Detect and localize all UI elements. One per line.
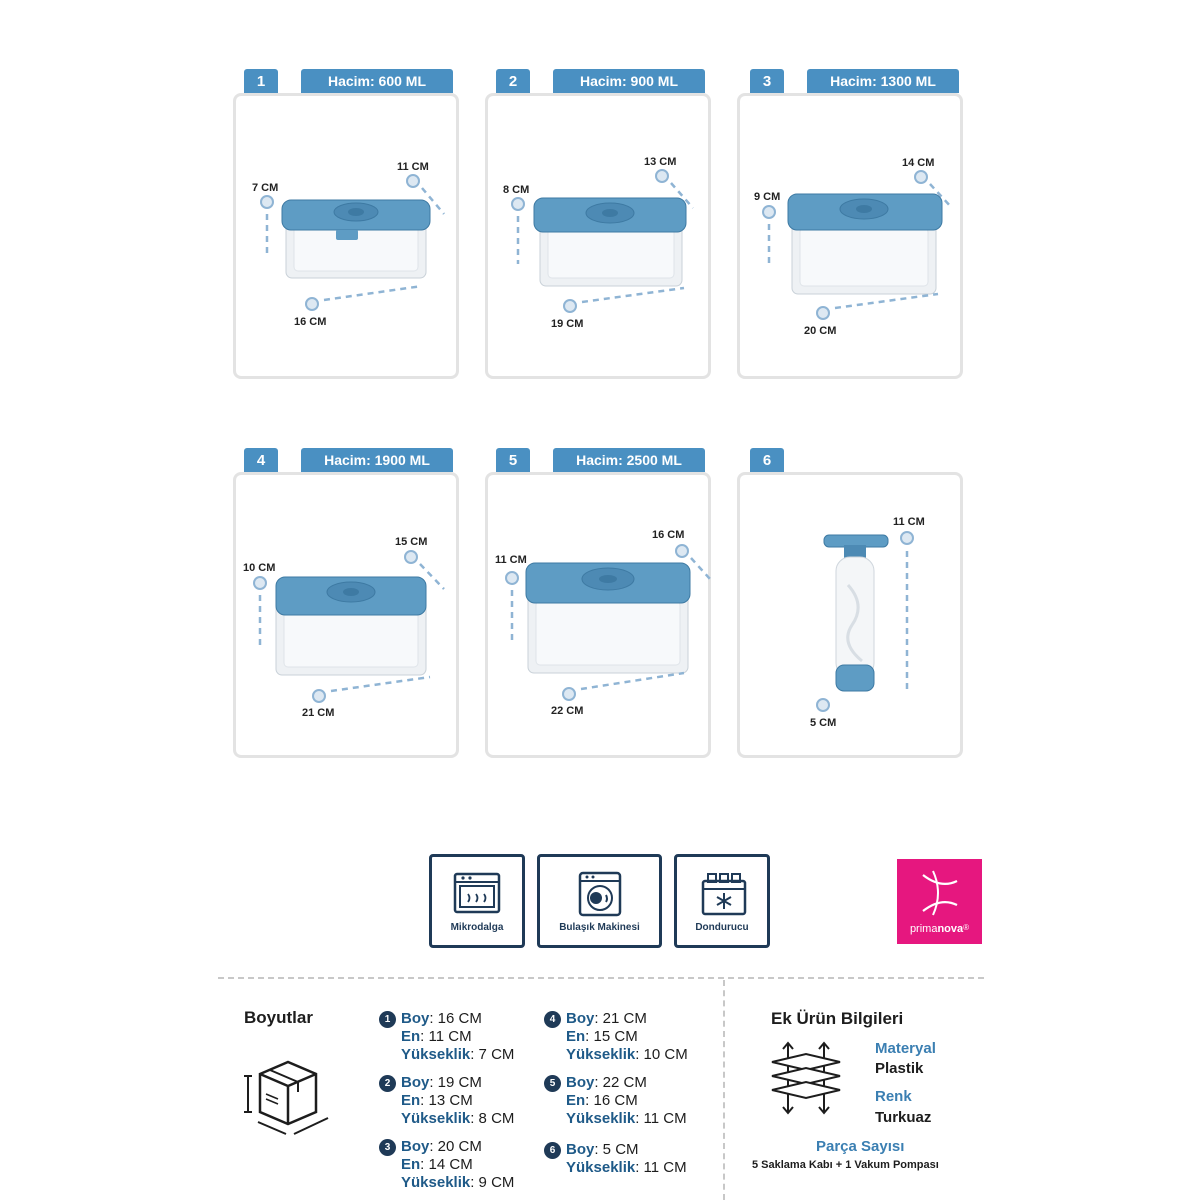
spec-group-2: 2 Boy: 19 CM En: 13 CM Yükseklik: 8 CM <box>401 1074 514 1128</box>
width-label: 14 CM <box>902 157 935 169</box>
spec-number: 3 <box>379 1139 396 1156</box>
width-label: 11 CM <box>397 161 429 173</box>
dishwasher-icon <box>576 871 624 917</box>
microwave-icon <box>453 871 501 915</box>
feature-label: Bulaşık Makinesi <box>559 922 640 933</box>
product-card-1[interactable] <box>233 93 459 379</box>
feature-label: Mikrodalga <box>450 922 504 933</box>
container-illustration <box>488 475 714 761</box>
column-divider <box>723 980 725 1200</box>
volume-label: Hacim: 1300 ML <box>807 69 959 93</box>
length-label: 21 CM <box>302 707 335 719</box>
height-label: 11 CM <box>893 516 925 528</box>
card-number: 5 <box>496 448 530 472</box>
box-dimensions-icon <box>240 1058 340 1138</box>
brand-name: primanova® <box>909 923 970 935</box>
product-card-3[interactable] <box>737 93 963 379</box>
feature-dishwasher <box>537 854 662 948</box>
feature-freezer <box>674 854 770 948</box>
parts-value: 5 Saklama Kabı + 1 Vakum Pompası <box>752 1159 939 1171</box>
length-label: 19 CM <box>551 318 584 330</box>
spec-group-5: 5 Boy: 22 CM En: 16 CM Yükseklik: 11 CM <box>566 1074 687 1128</box>
spec-group-4: 4 Boy: 21 CM En: 15 CM Yükseklik: 10 CM <box>566 1010 688 1064</box>
material-label: Materyal <box>875 1040 936 1057</box>
volume-label: Hacim: 1900 ML <box>301 448 453 472</box>
brand-mark-icon <box>897 859 982 919</box>
height-label: 9 CM <box>754 191 781 203</box>
spec-number: 6 <box>544 1142 561 1159</box>
volume-label: Hacim: 900 ML <box>553 69 705 93</box>
card-number: 6 <box>750 448 784 472</box>
length-label: 22 CM <box>551 705 584 717</box>
card-number: 3 <box>750 69 784 93</box>
spec-group-1: 1 Boy: 16 CM En: 11 CM Yükseklik: 7 CM <box>401 1010 514 1064</box>
spec-number: 4 <box>544 1011 561 1028</box>
dimensions-title: Boyutlar <box>244 1008 313 1027</box>
width-label: 15 CM <box>395 536 428 548</box>
color-label: Renk <box>875 1088 912 1105</box>
width-label: 13 CM <box>644 156 677 168</box>
volume-label: Hacim: 600 ML <box>301 69 453 93</box>
material-layers-icon <box>768 1040 844 1116</box>
spec-number: 2 <box>379 1075 396 1092</box>
primanova-logo <box>897 859 982 944</box>
product-card-5[interactable] <box>485 472 711 758</box>
freezer-icon <box>700 871 748 917</box>
card-number: 1 <box>244 69 278 93</box>
section-divider <box>218 977 984 979</box>
feature-label: Dondurucu <box>695 922 749 933</box>
volume-label: Hacim: 2500 ML <box>553 448 705 472</box>
height-label: 11 CM <box>495 554 527 566</box>
container-illustration <box>236 475 462 761</box>
product-card-2[interactable] <box>485 93 711 379</box>
material-value: Plastik <box>875 1060 924 1077</box>
width-label: 16 CM <box>652 529 685 541</box>
container-illustration <box>488 96 714 382</box>
spec-number: 5 <box>544 1075 561 1092</box>
extra-info-title: Ek Ürün Bilgileri <box>771 1009 904 1028</box>
container-illustration <box>236 96 462 382</box>
vacuum-pump-illustration <box>740 475 966 761</box>
feature-microwave <box>429 854 525 948</box>
container-illustration <box>740 96 966 382</box>
product-card-6[interactable] <box>737 472 963 758</box>
spec-group-3: 3 Boy: 20 CM En: 14 CM Yükseklik: 9 CM <box>401 1138 514 1192</box>
height-label: 10 CM <box>243 562 276 574</box>
spec-group-6: 6 Boy: 5 CM Yükseklik: 11 CM <box>566 1141 687 1177</box>
parts-label: Parça Sayısı <box>816 1138 905 1155</box>
product-card-4[interactable] <box>233 472 459 758</box>
height-label: 8 CM <box>503 184 530 196</box>
length-label: 5 CM <box>810 717 837 729</box>
length-label: 16 CM <box>294 316 327 328</box>
spec-number: 1 <box>379 1011 396 1028</box>
color-value: Turkuaz <box>875 1109 932 1126</box>
length-label: 20 CM <box>804 325 837 337</box>
card-number: 4 <box>244 448 278 472</box>
height-label: 7 CM <box>252 182 279 194</box>
card-number: 2 <box>496 69 530 93</box>
